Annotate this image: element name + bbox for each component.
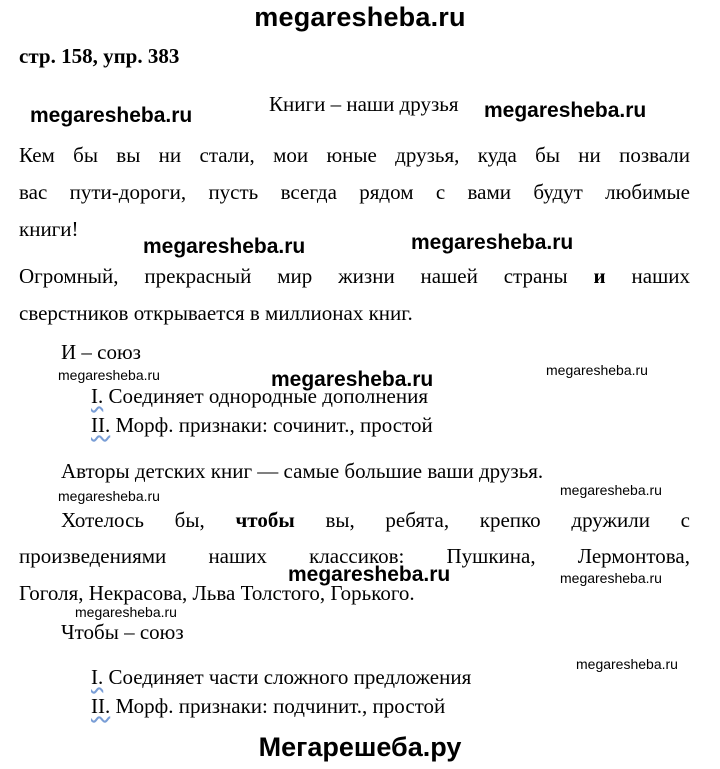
paragraph-1-line-1: Кем бы вы ни стали, мои юные друзья, куда бы ни позвали <box>19 143 690 167</box>
item-number: I. <box>91 665 104 689</box>
watermark: megaresheba.ru <box>560 482 662 498</box>
watermark: megaresheba.ru <box>58 367 160 383</box>
footer-brand: Мегарешеба.ру <box>258 732 462 762</box>
watermark: megaresheba.ru <box>411 231 574 254</box>
text-segment: Огромный, прекрасный мир жизни нашей страны <box>19 264 568 288</box>
top-watermark: megaresheba.ru <box>254 2 466 32</box>
text-segment: вы, ребята, крепко дружили с <box>325 508 691 532</box>
analysis-2-item-2 <box>91 694 445 719</box>
analysis-2-label: Чтобы – союз <box>61 620 184 644</box>
watermark: megaresheba.ru <box>75 604 177 620</box>
paragraph-2-line-2: сверстников открывается в миллионах книг. <box>19 301 413 325</box>
paragraph-1-line-3: книги! <box>19 217 79 241</box>
paragraph-2-line-1 <box>19 264 690 289</box>
watermark: megaresheba.ru <box>143 235 306 258</box>
paragraph-4-line-3: Гоголя, Некрасова, Льва Толстого, Горького. <box>19 581 415 605</box>
analysis-1-item-2 <box>91 413 433 438</box>
item-text: Соединяет однородные дополнения <box>108 384 429 408</box>
item-text: Морф. признаки: сочинит., простой <box>115 413 433 437</box>
item-number: II. <box>91 694 111 718</box>
item-number: II. <box>91 413 111 437</box>
item-text: Морф. признаки: подчинит., простой <box>115 694 446 718</box>
text-segment: наших <box>631 264 691 288</box>
watermark: megaresheba.ru <box>546 362 648 378</box>
watermark: megaresheba.ru <box>560 570 662 586</box>
watermark: megaresheba.ru <box>484 99 647 122</box>
item-number: I. <box>91 384 104 408</box>
exercise-reference: стр. 158, упр. 383 <box>19 44 180 68</box>
watermark: megaresheba.ru <box>58 488 160 504</box>
analysis-2-item-1 <box>91 665 471 690</box>
watermark: megaresheba.ru <box>271 368 434 391</box>
paragraph-1-line-2: вас пути-дороги, пусть всегда рядом с вами будут любимые <box>19 180 690 204</box>
analysis-1-item-1 <box>91 384 428 409</box>
watermark: megaresheba.ru <box>576 656 678 672</box>
paragraph-3: Авторы детских книг — самые большие ваши друзья. <box>61 459 544 483</box>
watermark: megaresheba.ru <box>30 104 193 127</box>
text-segment: Хотелось бы, <box>61 508 205 532</box>
paragraph-4-line-2: произведениями наших классиков: Пушкина, Лермонтова, <box>19 544 690 568</box>
bold-word: и <box>593 264 606 288</box>
watermark: megaresheba.ru <box>288 563 451 586</box>
paragraph-4-line-1 <box>61 508 690 533</box>
text-title: Книги – наши друзья <box>269 92 459 116</box>
item-text: Соединяет части сложного предложения <box>108 665 472 689</box>
analysis-1-label: И – союз <box>61 340 141 364</box>
bold-word: чтобы <box>235 508 295 532</box>
